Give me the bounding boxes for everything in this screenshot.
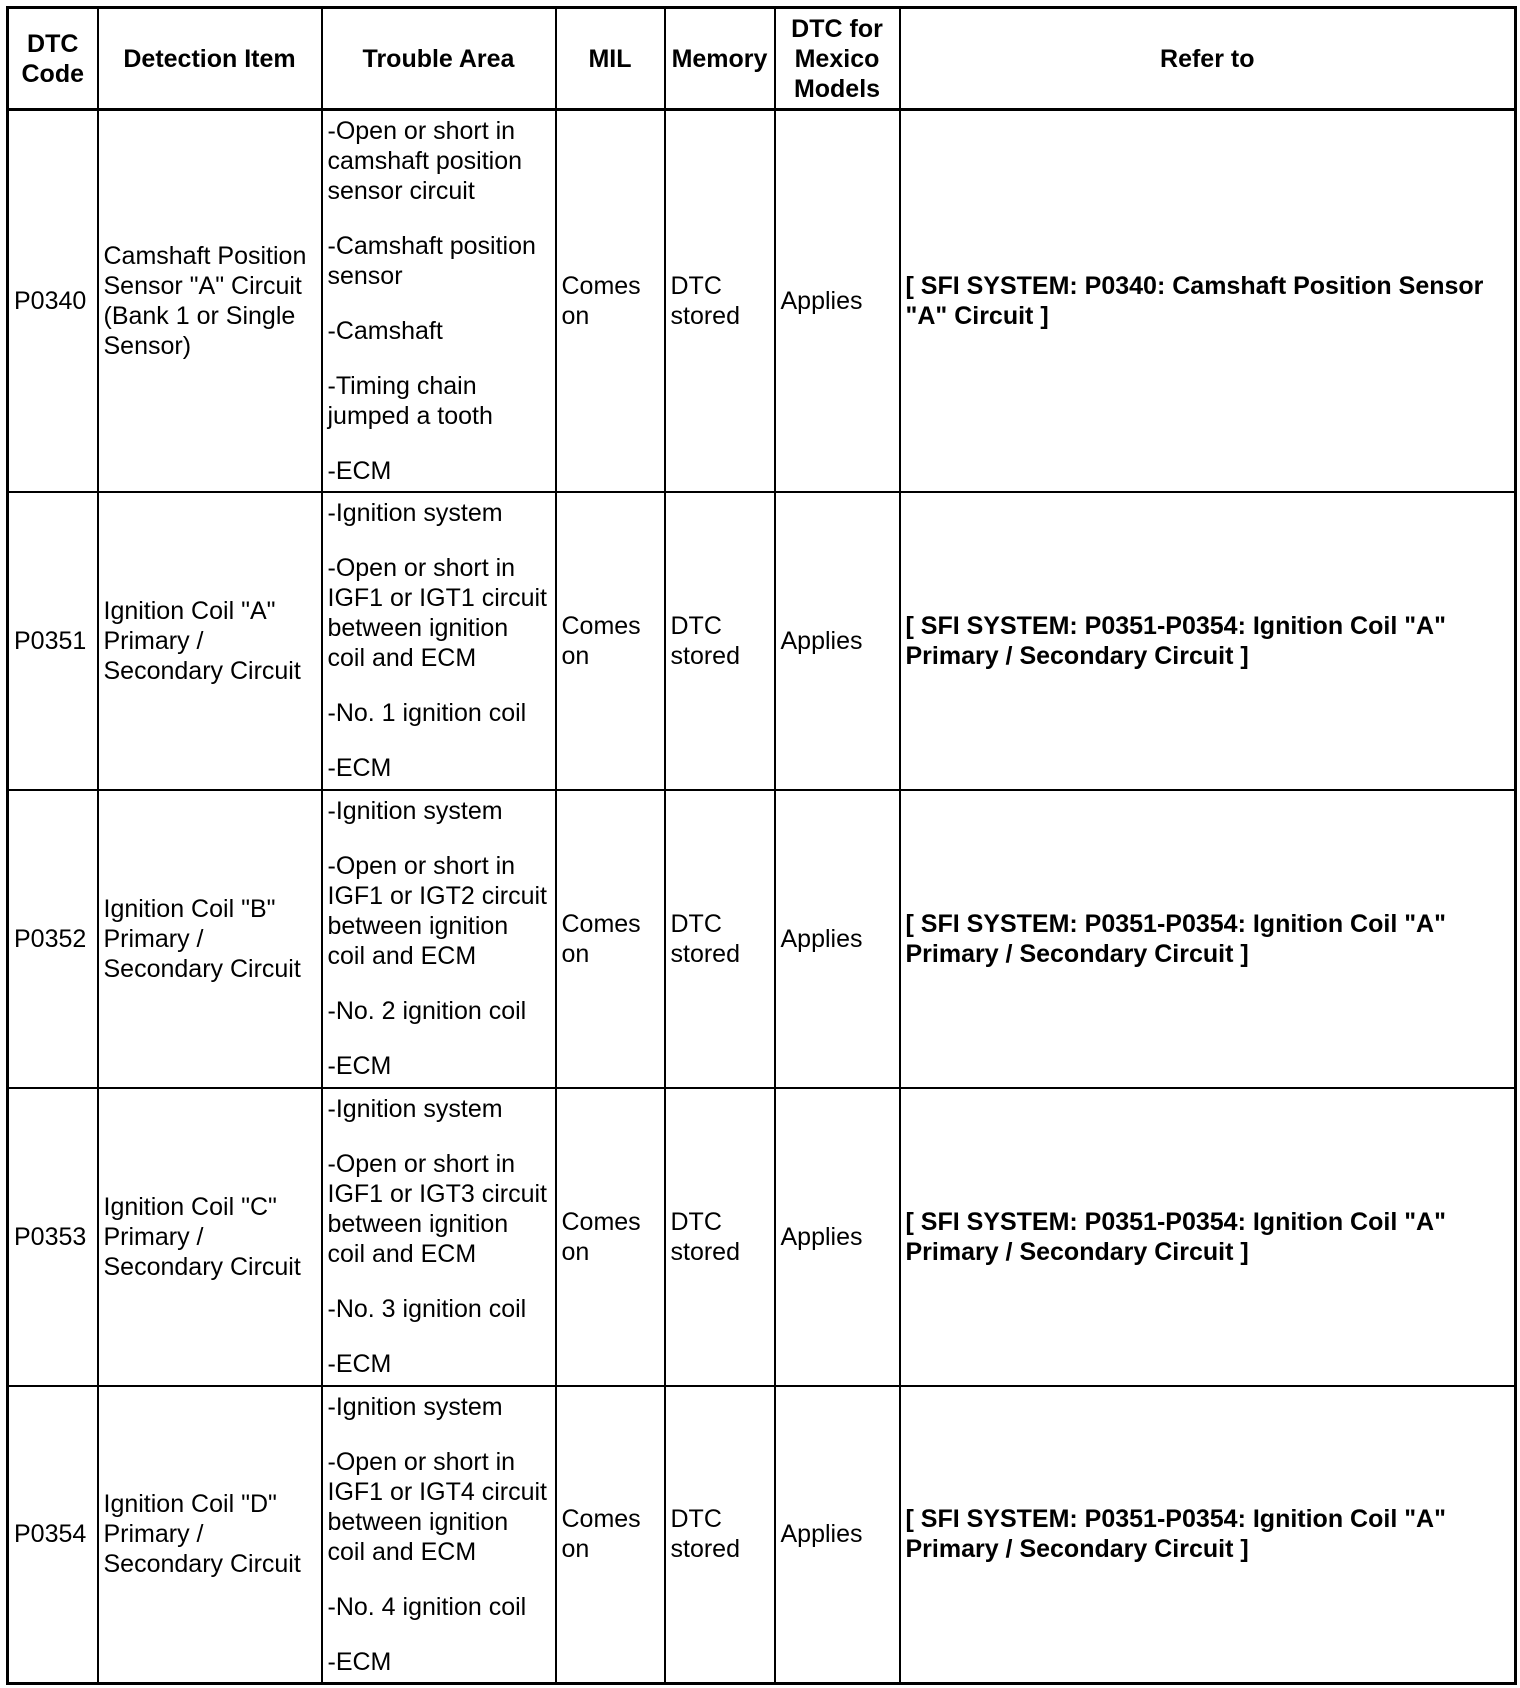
- memory-cell: DTC stored: [665, 1386, 775, 1684]
- table-row: [8, 110, 1516, 492]
- detection-item-cell: Ignition Coil "C" Primary / Secondary Circuit: [98, 1088, 322, 1386]
- table-row: [8, 1386, 1516, 1684]
- mil-cell: Comes on: [556, 1386, 665, 1684]
- header-memory: Memory: [665, 8, 775, 110]
- mexico-cell: Applies: [775, 492, 900, 790]
- trouble-area-item: -Ignition system: [327, 1095, 503, 1123]
- mexico-cell: Applies: [775, 110, 900, 492]
- trouble-area-item: -Open or short in camshaft position sensor circuit: [327, 116, 523, 205]
- trouble-area-item: -No. 4 ignition coil: [327, 1592, 527, 1621]
- trouble-area-item: -ECM: [327, 456, 392, 485]
- dtc-code-cell: P0353: [8, 1088, 98, 1386]
- trouble-area-item: -Open or short in IGF1 or IGT3 circuit between ignition coil and ECM: [327, 1150, 547, 1268]
- trouble-area-item: -ECM: [327, 1350, 392, 1378]
- detection-item-cell: Ignition Coil "A" Primary / Secondary Circuit: [98, 492, 322, 790]
- memory-cell: DTC stored: [665, 492, 775, 790]
- trouble-area-item: -Open or short in IGF1 or IGT2 circuit between ignition coil and ECM: [327, 852, 547, 970]
- trouble-area-cell: [322, 492, 556, 790]
- trouble-area-cell: [322, 1386, 556, 1684]
- trouble-area-cell: [322, 790, 556, 1088]
- trouble-area-item: -ECM: [327, 1647, 392, 1676]
- header-trouble-area: Trouble Area: [322, 8, 556, 110]
- detection-item-cell: Ignition Coil "D" Primary / Secondary Circuit: [98, 1386, 322, 1684]
- mil-cell: Comes on: [556, 1088, 665, 1386]
- detection-item-cell: Ignition Coil "B" Primary / Secondary Circuit: [98, 790, 322, 1088]
- header-detection-item: Detection Item: [98, 8, 322, 110]
- trouble-area-item: -Ignition system: [327, 1392, 503, 1421]
- trouble-area-item: -No. 3 ignition coil: [327, 1295, 527, 1323]
- mexico-cell: Applies: [775, 790, 900, 1088]
- trouble-area-item: -Open or short in IGF1 or IGT1 circuit between ignition coil and ECM: [327, 554, 547, 672]
- trouble-area-item: -No. 1 ignition coil: [327, 699, 527, 727]
- header-dtc-mexico: DTC for Mexico Models: [775, 8, 900, 110]
- trouble-area-cell: [322, 1088, 556, 1386]
- table-row: [8, 790, 1516, 1088]
- dtc-code-cell: P0352: [8, 790, 98, 1088]
- refer-to-link[interactable]: [ SFI SYSTEM: P0351-P0354: Ignition Coil "A" Primary / Secondary Circuit ]: [900, 1088, 1516, 1386]
- refer-to-link[interactable]: [ SFI SYSTEM: P0351-P0354: Ignition Coil "A" Primary / Secondary Circuit ]: [900, 1386, 1516, 1684]
- header-mil: MIL: [556, 8, 665, 110]
- dtc-table: [6, 6, 1517, 1685]
- trouble-area-item: -Timing chain jumped a tooth: [327, 371, 493, 430]
- trouble-area-item: -ECM: [327, 1052, 392, 1080]
- refer-to-link[interactable]: [ SFI SYSTEM: P0351-P0354: Ignition Coil "A" Primary / Secondary Circuit ]: [900, 790, 1516, 1088]
- trouble-area-cell: [322, 110, 556, 492]
- trouble-area-item: -No. 2 ignition coil: [327, 997, 527, 1025]
- trouble-area-item: -Open or short in IGF1 or IGT4 circuit between ignition coil and ECM: [327, 1447, 547, 1566]
- refer-to-link[interactable]: [ SFI SYSTEM: P0340: Camshaft Position Sensor "A" Circuit ]: [900, 110, 1516, 492]
- trouble-area-item: -Ignition system: [327, 797, 503, 825]
- detection-item-cell: Camshaft Position Sensor "A" Circuit (Bank 1 or Single Sensor): [98, 110, 322, 492]
- dtc-code-cell: P0340: [8, 110, 98, 492]
- trouble-area-item: -ECM: [327, 754, 392, 782]
- header-dtc-code: DTC Code: [8, 8, 98, 110]
- mil-cell: Comes on: [556, 110, 665, 492]
- dtc-code-cell: P0351: [8, 492, 98, 790]
- mil-cell: Comes on: [556, 492, 665, 790]
- memory-cell: DTC stored: [665, 790, 775, 1088]
- mil-cell: Comes on: [556, 790, 665, 1088]
- mexico-cell: Applies: [775, 1386, 900, 1684]
- trouble-area-item: -Camshaft: [327, 316, 443, 345]
- table-row: [8, 492, 1516, 790]
- memory-cell: DTC stored: [665, 1088, 775, 1386]
- trouble-area-item: -Ignition system: [327, 499, 503, 527]
- header-refer-to: Refer to: [900, 8, 1516, 110]
- table-row: [8, 1088, 1516, 1386]
- header-row: [8, 8, 1516, 110]
- trouble-area-item: -Camshaft position sensor: [327, 231, 536, 290]
- dtc-code-cell: P0354: [8, 1386, 98, 1684]
- refer-to-link[interactable]: [ SFI SYSTEM: P0351-P0354: Ignition Coil "A" Primary / Secondary Circuit ]: [900, 492, 1516, 790]
- memory-cell: DTC stored: [665, 110, 775, 492]
- mexico-cell: Applies: [775, 1088, 900, 1386]
